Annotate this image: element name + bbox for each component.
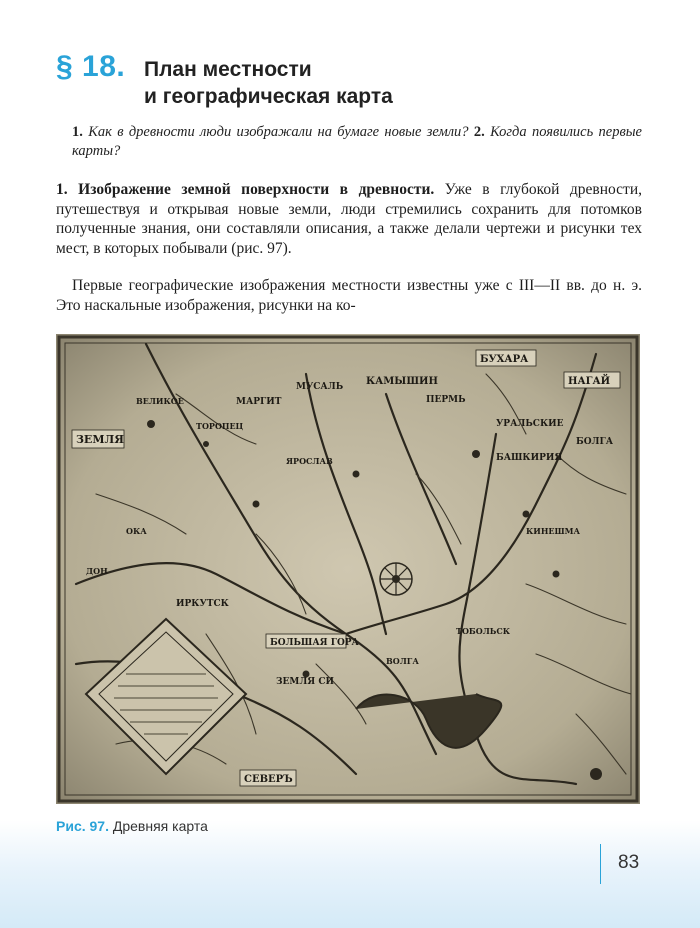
page-number-frame: [600, 844, 700, 884]
map-label-kineshma: КИНЕШМА: [526, 526, 581, 536]
paragraph-1-heading: 1. Изображение земной поверхности в древности.: [56, 181, 435, 198]
question-1-text: Как в древности люди изображали на бумаге новые земли?: [88, 124, 469, 140]
map-label-toropets: ТОРОПЕЦ: [196, 421, 244, 431]
page-number: 83: [618, 852, 640, 873]
map-label-bolshaya-gora: БОЛЬШАЯ ГОРА: [270, 638, 359, 648]
map-label-perm: ПЕРМЬ: [426, 395, 466, 405]
map-label-yaroslav: ЯРОСЛАВ: [286, 456, 333, 466]
map-label-zemlya: ЗЕМЛЯ: [76, 433, 124, 446]
map-label-bolga: БОЛГА: [576, 437, 614, 447]
ancient-map-figure: [56, 334, 640, 804]
map-label-kamyshin: КАМЫШИН: [366, 376, 438, 387]
ancient-map-image: [56, 334, 640, 804]
map-label-don: ДОН: [86, 566, 108, 576]
section-number: § 18.: [56, 50, 126, 83]
figure-caption: [56, 818, 208, 834]
map-label-margit: МАРГИТ: [236, 397, 282, 407]
paragraph-2: Первые географические изображения местности известны уже с III—II вв. до н. э. Это наскальные изображения, рисунки на ко-: [56, 277, 642, 314]
paragraph-1-text: Уже в глубокой древности, путешествуя и открывая новые земли, люди стремились сохранить для потомков полученные знания, они составляли описания, а также делали чертежи и рисунки тех мест, в которых побывали (рис. 97).: [56, 181, 642, 257]
title-line-1: План местности: [144, 58, 312, 81]
map-label-irkutsk: ИРКУТСК: [176, 599, 229, 609]
map-label-velikoe: ВЕЛИКОЕ: [136, 396, 184, 406]
section-title: [144, 56, 393, 110]
review-questions: [72, 123, 642, 161]
page-bottom-band: [0, 820, 700, 928]
caption-text: Древняя карта: [112, 818, 208, 834]
map-label-buhara: БУХАРА: [480, 354, 529, 365]
caption-label: Рис. 97.: [56, 818, 109, 834]
title-line-2: и географическая карта: [144, 85, 393, 108]
question-2-number: 2.: [473, 124, 485, 140]
map-label-tobolsk: ТОБОЛЬСК: [456, 626, 511, 636]
map-label-bashkiriya: БАШКИРИЯ: [496, 453, 563, 463]
map-label-nagai: НАГАЙ: [568, 376, 611, 387]
map-label-sever: СЕВЕРЪ: [244, 774, 293, 785]
map-label-zemlya-si: ЗЕМЛЯ СИ: [276, 677, 335, 687]
paragraph-1: [56, 180, 642, 258]
question-1-number: 1.: [72, 124, 83, 140]
map-label-uralskie: УРАЛЬСКИЕ: [496, 419, 564, 429]
question-2-text: Когда появились первые карты?: [72, 124, 642, 159]
map-label-volga: ВОЛГА: [386, 656, 419, 666]
map-label-musal: МУСАЛЬ: [296, 382, 344, 392]
map-label-oka: ОКА: [126, 526, 147, 536]
